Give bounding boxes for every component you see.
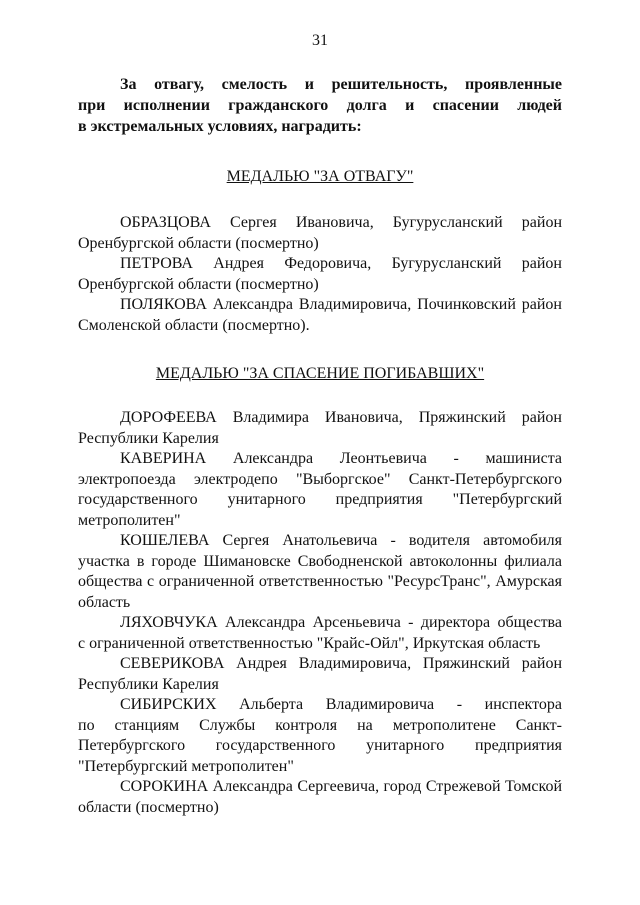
award-entry bbox=[78, 695, 562, 777]
award-entry-line: ДОРОФЕЕВА Владимира Ивановича, Пряжинский район bbox=[120, 409, 562, 426]
award-entry-line: метрополитен" bbox=[78, 511, 181, 529]
award-intro bbox=[78, 74, 562, 137]
award-entry-line: области (посмертно) bbox=[78, 798, 219, 816]
award-entry bbox=[78, 295, 562, 336]
award-entry-line: с ограниченной ответственностью "Крайс-Ойл", Иркутская область bbox=[78, 634, 541, 652]
award-entry-line: Оренбургской области (посмертно) bbox=[78, 234, 319, 252]
award-entry-line: КОШЕЛЕВА Сергея Анатольевича - водителя автомобиля bbox=[120, 532, 562, 549]
award-entry-line: ПОЛЯКОВА Александра Владимировича, Починковский район bbox=[120, 296, 562, 313]
award-entry-line: Оренбургской области (посмертно) bbox=[78, 275, 319, 293]
award-entry bbox=[78, 531, 562, 613]
intro-line: в экстремальных условиях, наградить: bbox=[78, 118, 362, 135]
award-entry-line: государственного унитарного предприятия "Петербургский bbox=[78, 491, 562, 508]
award-entry-line: ЛЯХОВЧУКА Александра Арсеньевича - директора общества bbox=[120, 614, 562, 631]
award-entry-line: Петербургского государственного унитарного предприятия bbox=[78, 737, 562, 754]
intro-line: За отвагу, смелость и решительность, проявленные bbox=[120, 76, 562, 93]
section-heading-rescue-medal: МЕДАЛЬЮ "ЗА СПАСЕНИЕ ПОГИБАВШИХ" bbox=[155, 365, 485, 382]
award-entry-line: ПЕТРОВА Андрея Федоровича, Бугурусланский район bbox=[120, 255, 562, 272]
award-entry-line: Смоленской области (посмертно). bbox=[78, 316, 310, 334]
award-entry bbox=[78, 254, 562, 295]
award-entry-line: Республики Карелия bbox=[78, 675, 219, 693]
award-entry bbox=[78, 777, 562, 818]
award-entry-line: по станциям Службы контроля на метрополитене Санкт- bbox=[78, 716, 562, 734]
page-number: 31 bbox=[312, 32, 328, 49]
award-entry-line: электропоезда электродепо "Выборгское" Санкт-Петербургского bbox=[78, 470, 562, 488]
award-entry bbox=[78, 449, 562, 531]
award-entry bbox=[78, 613, 562, 654]
award-entry-line: область bbox=[78, 593, 131, 611]
intro-line: при исполнении гражданского долга и спасении людей bbox=[78, 97, 562, 114]
award-entry-line: общества с ограниченной ответственностью "РесурсТранс", Амурская bbox=[78, 573, 562, 590]
award-list-rescue bbox=[78, 408, 562, 818]
award-entry-line: СЕВЕРИКОВА Андрея Владимировича, Пряжинский район bbox=[120, 655, 562, 672]
section-heading-courage-medal: МЕДАЛЬЮ "ЗА ОТВАГУ" bbox=[226, 168, 414, 185]
award-entry-line: "Петербургский метрополитен" bbox=[78, 757, 294, 775]
award-entry-line: ОБРАЗЦОВА Сергея Ивановича, Бугурусланский район bbox=[120, 214, 562, 231]
award-entry bbox=[78, 408, 562, 449]
award-entry-line: СИБИРСКИХ Альберта Владимировича - инспектора bbox=[120, 696, 562, 713]
award-entry-line: Республики Карелия bbox=[78, 429, 219, 447]
document-body bbox=[78, 74, 562, 818]
award-entry bbox=[78, 654, 562, 695]
award-entry-line: участка в городе Шимановске Свободненской автоколонны филиала bbox=[78, 552, 562, 570]
award-entry bbox=[78, 213, 562, 254]
award-list-courage bbox=[78, 213, 562, 336]
award-entry-line: СОРОКИНА Александра Сергеевича, город Стрежевой Томской bbox=[120, 778, 562, 795]
award-entry-line: КАВЕРИНА Александра Леонтьевича - машиниста bbox=[120, 450, 562, 467]
